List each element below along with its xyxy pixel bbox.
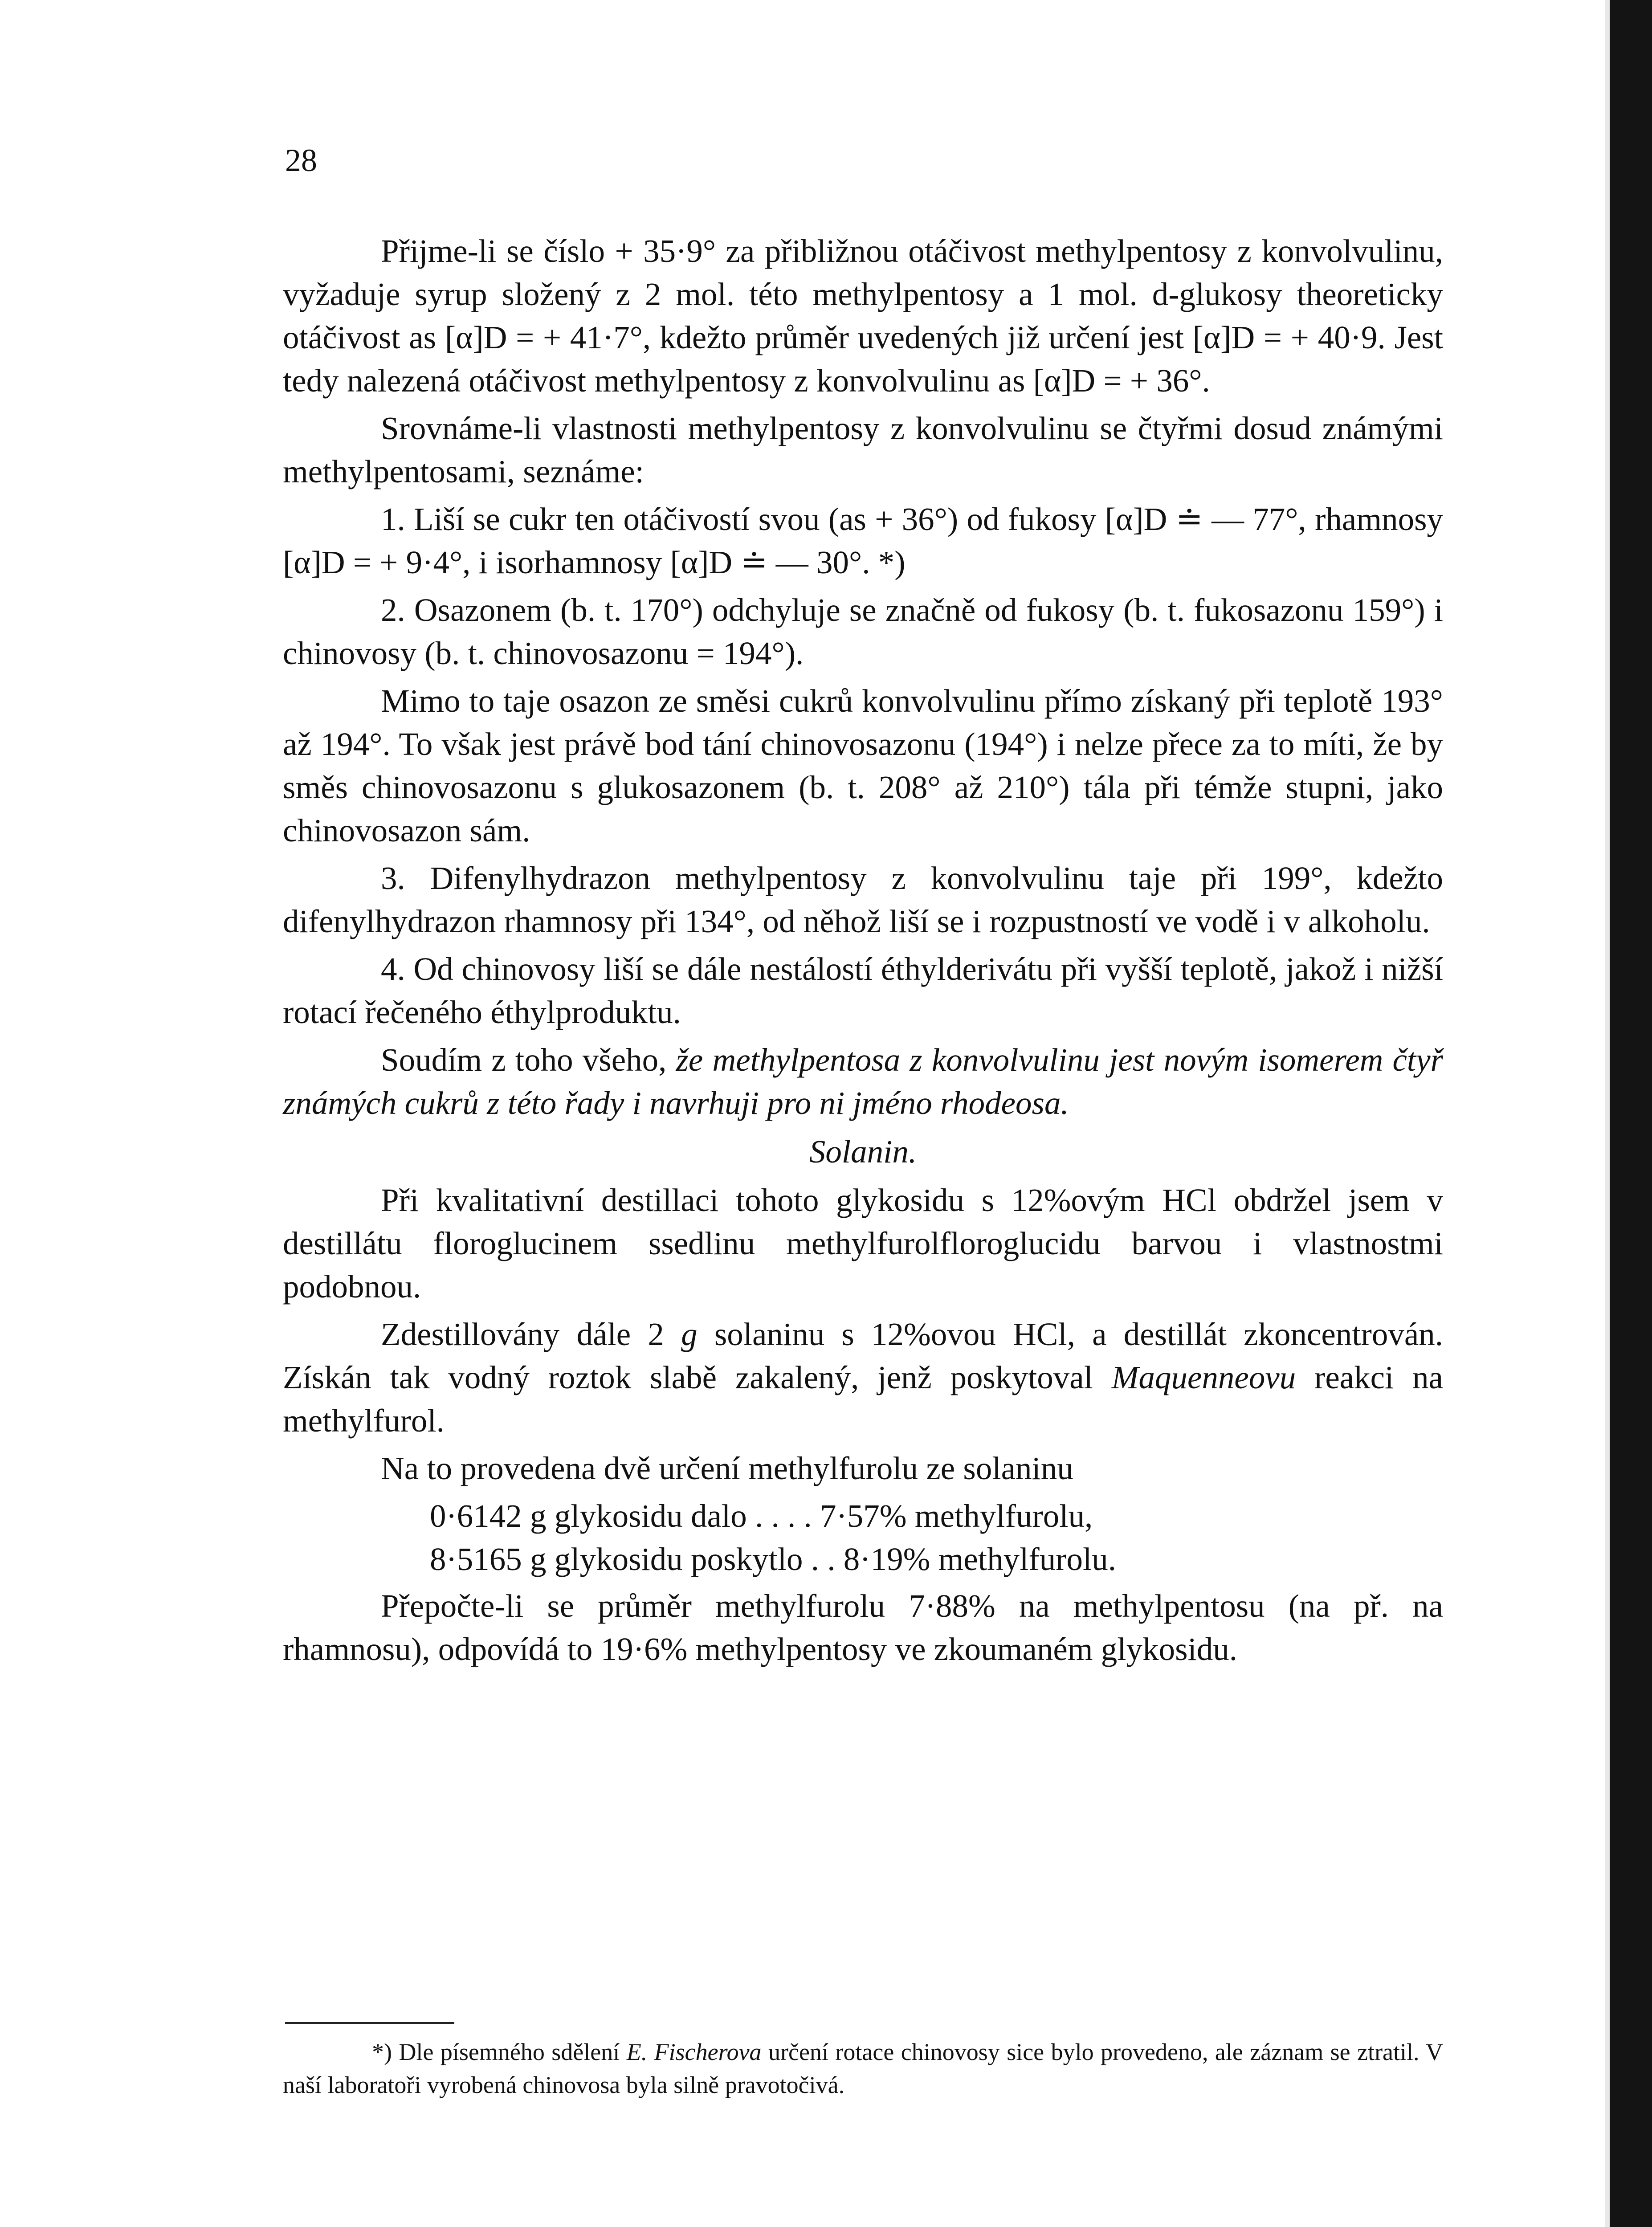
page-number: 28: [285, 143, 317, 178]
body-text: [283, 229, 1443, 1675]
paragraph: Přijme-li se číslo + 35·9° za přibližnou otáčivost methylpentosy z konvolvulinu, vyžaduje syrup složený z 2 mol. této methylpentosy a 1 mol. d-glukosy theoreticky otáčivost as [α]D = + 41·7°, kdežto průměr uvedených již určení jest [α]D = + 40·9. Jest tedy nalezená otáčivost methylpentosy z konvolvulinu as [α]D = + 36°.: [283, 233, 1443, 399]
paragraph: Mimo to taje osazon ze směsi cukrů konvolvulinu přímo získaný při teplotě 193° až 194°. To však jest právě bod tání chinovosazonu (194°) i nelze přece za to míti, že by směs chinovosazonu s glukosazonem (b. t. 208° až 210°) tála při témže stupni, jako chinovosazon sám.: [283, 683, 1443, 848]
paragraph: Na to provedena dvě určení methylfurolu ze solaninu: [381, 1450, 1073, 1486]
page-edge-shadow: [1605, 0, 1610, 2227]
paragraph: [283, 1313, 1443, 1442]
footnote-lead: *) Dle písemného sdělení: [372, 2039, 620, 2065]
text-run: solaninu s 12%ovou HCl, a destillát zkoncentrován. Získán tak vodný roztok slabě zakalený, jenž poskytoval: [283, 1316, 1444, 1395]
paragraph-item-4: 4. Od chinovosy liší se dále nestálostí éthylderivátu při vyšší teplotě, jakož i nižší rotací řečeného éthylproduktu.: [283, 951, 1443, 1030]
conclusion-lead: Soudím z toho všeho,: [381, 1042, 667, 1078]
conclusion-paragraph: [283, 1038, 1443, 1125]
text-run: Zdestillovány dále 2: [381, 1316, 664, 1352]
conclusion-emphasis: že methylpentosa z konvolvulinu jest novým isomerem čtyř známých cukrů z této řady i navrhuji pro ni jméno rhodeosa.: [283, 1042, 1444, 1121]
footnote-text: určení rotace chinovosy sice bylo provedeno, ale záznam se ztratil. V naší laboratoři vyrobená chinovosa byla silně pravotočivá.: [283, 2039, 1444, 2098]
paragraph-item-3: 3. Difenylhydrazon methylpentosy z konvolvulinu taje při 199°, kdežto difenylhydrazon rhamnosy při 134°, od něhož liší se i rozpustností ve vodě i v alkoholu.: [283, 860, 1443, 939]
determination-row: 8·5165 g glykosidu poskytlo . . 8·19% methylfurolu.: [430, 1541, 1117, 1577]
paragraph-item-2: 2. Osazonem (b. t. 170°) odchyluje se značně od fukosy (b. t. fukosazonu 159°) i chinovosy (b. t. chinovosazonu = 194°).: [283, 592, 1443, 671]
determinations-list: [430, 1494, 1443, 1581]
determination-row: 0·6142 g glykosidu dalo . . . . 7·57% methylfurolu,: [430, 1498, 1093, 1534]
unit-g: g: [681, 1316, 698, 1352]
paragraph: Srovnáme-li vlastnosti methylpentosy z konvolvulinu se čtyřmi dosud známými methylpentosami, seznáme:: [283, 410, 1443, 489]
footnote: [283, 2035, 1443, 2101]
person-name: Maquenneovu: [1111, 1359, 1296, 1395]
paragraph: Přepočte-li se průměr methylfurolu 7·88% na methylpentosu (na př. na rhamnosu), odpovídá to 19·6% methylpentosy ve zkoumaném glykosidu.: [283, 1588, 1443, 1667]
paragraph-item-1: 1. Liší se cukr ten otáčivostí svou (as + 36°) od fukosy [α]D ≐ — 77°, rhamnosy [α]D = + 9·4°, i isorhamnosy [α]D ≐ — 30°. *): [283, 501, 1443, 580]
paragraph: Při kvalitativní destillaci tohoto glykosidu s 12%ovým HCl obdržel jsem v destillátu floroglucinem ssedlinu methylfurolfloroglucidu barvou i vlastnostmi podobnou.: [283, 1182, 1443, 1305]
text-run: reakci na methylfurol.: [283, 1359, 1444, 1439]
footnote-divider: [285, 2022, 454, 2024]
footnote-name: E. Fischerova: [626, 2039, 762, 2065]
scan-border: [1610, 0, 1652, 2227]
section-heading: Solanin.: [809, 1134, 917, 1170]
